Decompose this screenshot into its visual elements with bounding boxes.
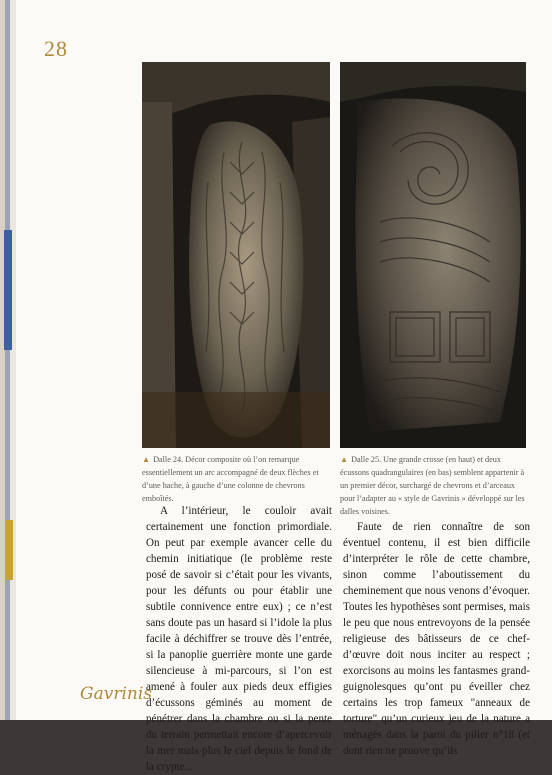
paragraph: A l’intérieur, le couloir avait certainement une fonction primordiale. On peut par exemple avancer celle du chemin initiatique (le problème reste posé de savoir si c’était pour les vivants, pour les défunts ou pour établir une subtile connivence entre eux) ; ce n’est sans doute pas un hasard si l’idole la plus facile à déchiffrer se trouve dès l’entrée, si la panoplie guerrière monte une garde silencieuse à mi-parcours, si l’on est amené à fouler aux pieds deux effigies d’écussons géminés au moment de pénétrer dans la chambre ou si la pente du terrain permettait encore d’apercevoir la mer mais plus le ciel depuis le fond de la crypte... [146,505,332,773]
caption-marker-icon: ▲ [142,455,151,464]
page-number: 28 [44,36,68,61]
text-column-right [343,519,530,759]
publication-signature: Gavrinis [80,684,152,704]
text-column-left [146,503,332,775]
caption-text: Dalle 25. Une grande crosse (en haut) et deux écussons quadrangulaires (en bas) semblent appartenir à un premier décor, surchargé de chevrons et d’arceaux pour l’adapter au « style de Gavrinis » développé sur les dalles voisines. [340,455,525,516]
caption-dalle-24 [142,453,330,505]
photo-dalle-24 [142,62,330,448]
carved-slab-25-image [340,62,526,448]
paragraph: Faute de rien connaître de son éventuel contenu, il est bien difficile d’interpréter le rôle de cette chambre, sinon comme l’aboutissement du cheminement que nous venons d’évoquer. Toutes les hypothèses sont permises, mais le peu que nous entrevoyons de la pensée religieuse des bâtisseurs de ce chef-d’œuvre doit nous inciter au respect ; exorcisons au moins les fantasmes grand-guignolesques qu’ont pu éveiller chez certains les trop fameux "anneaux de torture" qu’un curieux jeu de la nature a ménagés dans la paroi du pilier n°18 (et dont rien ne prouve qu’ils [343,521,530,757]
caption-marker-icon: ▲ [340,455,349,464]
caption-dalle-25 [340,453,526,518]
book-spine [0,0,16,720]
photo-dalle-25 [340,62,526,448]
carved-slab-24-image [142,62,330,448]
caption-text: Dalle 24. Décor composite où l’on remarque essentiellement un arc accompagné de deux flèches et d’une hache, à gauche d’une colonne de chevrons emboîtés. [142,455,319,503]
